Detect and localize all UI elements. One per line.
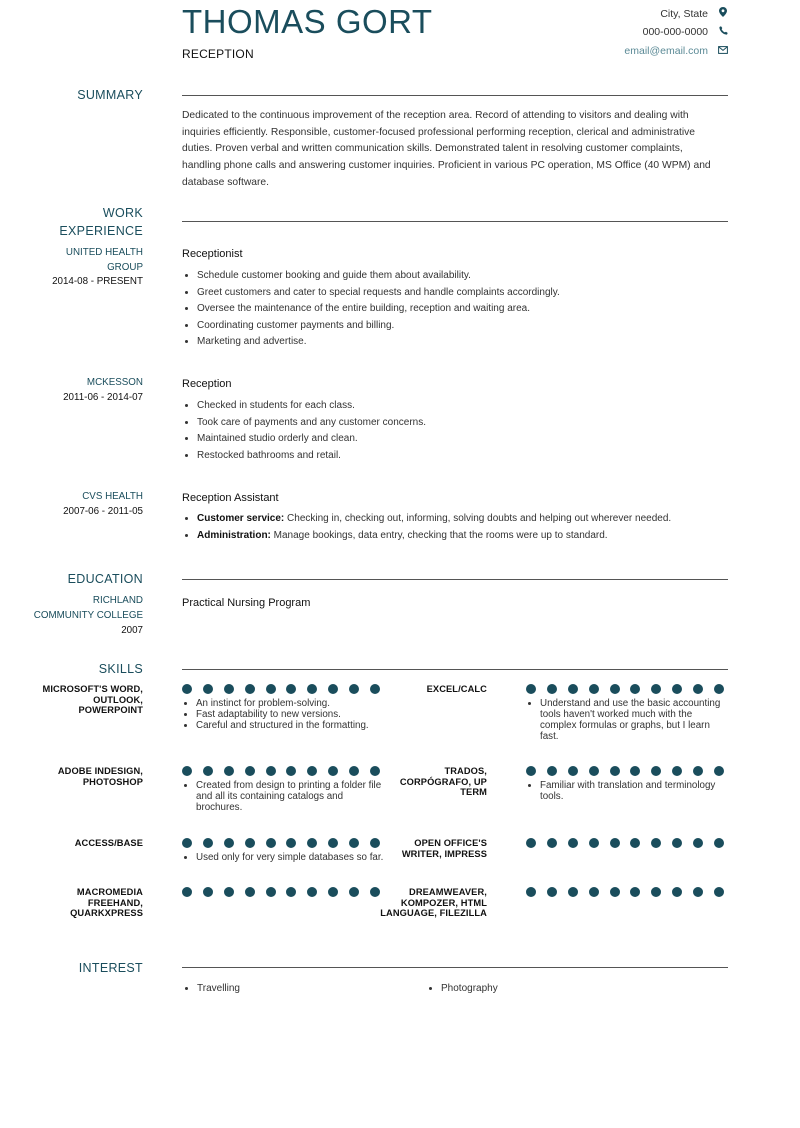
skill-1-rating <box>182 684 380 694</box>
skill-name-line: WRITER, IMPRESS <box>401 848 487 859</box>
rating-dot <box>672 887 682 897</box>
skill-name-line: FREEHAND, <box>87 897 143 908</box>
skill-name-line: ADOBE INDESIGN, <box>57 766 143 776</box>
skill-name-line: QUARKXPRESS <box>70 908 143 918</box>
rating-dot <box>266 887 276 897</box>
skill-2-name: EXCEL/CALC <box>426 684 487 694</box>
rating-dot <box>266 766 276 776</box>
skill-name-line: TERM <box>460 787 487 797</box>
skill-8-rating <box>526 887 724 897</box>
skill-name-line: TRADOS, <box>444 766 487 776</box>
job-3-company: CVS HEALTH <box>82 491 143 502</box>
list-item: • Greet customers and cater to special requests and handle complaints accordingly. <box>197 285 722 302</box>
school-line2: COMMUNITY COLLEGE <box>33 610 143 621</box>
skill-1-name <box>13 684 143 716</box>
list-item: • Checked in students for each class. <box>197 398 722 415</box>
job-1-company <box>23 245 143 275</box>
education-heading: EDUCATION <box>67 572 143 586</box>
phone-icon <box>718 26 728 38</box>
education-divider <box>182 579 728 580</box>
skill-name-line: CORPÓGRAFO, UP <box>399 776 487 787</box>
email-link[interactable]: email@email.com <box>624 45 708 57</box>
rating-dot <box>630 887 640 897</box>
rating-dot <box>610 766 620 776</box>
skill-name-line: OUTLOOK, <box>93 694 143 705</box>
job-2-duties <box>182 398 722 464</box>
list-item: • Photography <box>441 981 666 998</box>
rating-dot <box>714 887 724 897</box>
job-1-company-line2: GROUP <box>107 262 143 273</box>
rating-dot <box>286 766 296 776</box>
skill-name-line: OPEN OFFICE'S <box>414 838 487 848</box>
contact-location <box>660 7 728 20</box>
rating-dot <box>328 766 338 776</box>
education-school <box>23 593 143 623</box>
job-1-company-line1: UNITED HEALTH <box>65 247 143 258</box>
rating-dot <box>630 838 640 848</box>
education-program: Practical Nursing Program <box>182 597 311 609</box>
rating-dot <box>672 838 682 848</box>
rating-dot <box>589 766 599 776</box>
rating-dot <box>245 684 255 694</box>
rating-dot <box>651 684 661 694</box>
rating-dot <box>224 887 234 897</box>
duty-text: Checking in, checking out, informing, solving doubts and helping out wherever needed. <box>284 513 672 524</box>
rating-dot <box>568 766 578 776</box>
skill-5-rating <box>182 838 380 848</box>
skill-4-rating <box>526 766 724 776</box>
skill-5-notes <box>182 852 392 863</box>
interest-col-1 <box>182 981 422 998</box>
rating-dot <box>547 887 557 897</box>
rating-dot <box>714 684 724 694</box>
education-year: 2007 <box>121 625 143 636</box>
rating-dot <box>307 838 317 848</box>
rating-dot <box>203 684 213 694</box>
rating-dot <box>286 887 296 897</box>
rating-dot <box>307 684 317 694</box>
interest-divider <box>182 967 728 968</box>
rating-dot <box>182 766 192 776</box>
rating-dot <box>245 766 255 776</box>
skill-name-line: DREAMWEAVER, <box>409 887 487 897</box>
rating-dot <box>526 887 536 897</box>
skill-7-name <box>13 887 143 919</box>
rating-dot <box>714 838 724 848</box>
job-1-dates: 2014-08 - PRESENT <box>52 276 143 287</box>
summary-heading: SUMMARY <box>77 88 143 102</box>
list-item: • Coordinating customer payments and billing. <box>197 318 722 335</box>
list-item: • Took care of payments and any customer concerns. <box>197 415 722 432</box>
work-heading-line1: WORK <box>102 206 143 220</box>
skill-4-notes <box>526 780 726 802</box>
work-divider <box>182 221 728 222</box>
list-item: • Careful and structured in the formatting. <box>196 720 392 731</box>
contact-phone <box>643 26 728 38</box>
skill-3-rating <box>182 766 380 776</box>
duty-text: Manage bookings, data entry, checking that the rooms were up to standard. <box>270 529 608 541</box>
rating-dot <box>245 838 255 848</box>
rating-dot <box>328 838 338 848</box>
contact-email[interactable] <box>624 45 728 57</box>
phone-text: 000-000-0000 <box>642 26 708 38</box>
list-item: • Restocked bathrooms and retail. <box>197 448 722 465</box>
list-item: • Familiar with translation and terminology tools. <box>540 780 726 802</box>
rating-dot <box>328 684 338 694</box>
rating-dot <box>182 838 192 848</box>
rating-dot <box>568 684 578 694</box>
rating-dot <box>526 766 536 776</box>
skill-name-line: LANGUAGE, FILEZILLA <box>380 908 487 918</box>
duty-label: Administration: <box>197 529 271 541</box>
list-item: • Marketing and advertise. <box>197 334 722 351</box>
skill-2-rating <box>526 684 724 694</box>
rating-dot <box>182 684 192 694</box>
rating-dot <box>245 887 255 897</box>
rating-dot <box>182 887 192 897</box>
rating-dot <box>547 684 557 694</box>
rating-dot <box>693 838 703 848</box>
location-text: City, State <box>660 7 708 20</box>
rating-dot <box>286 684 296 694</box>
rating-dot <box>349 766 359 776</box>
list-item: • Travelling <box>197 981 422 998</box>
list-item: • An instinct for problem-solving. <box>196 698 392 709</box>
skill-name-line: PHOTOSHOP <box>82 776 143 787</box>
list-item: • Schedule customer booking and guide them about availability. <box>197 268 722 285</box>
rating-dot <box>526 684 536 694</box>
skill-6-name <box>367 838 487 859</box>
candidate-name: THOMAS GORT <box>182 3 433 40</box>
job-title: RECEPTION <box>182 47 254 61</box>
list-item: • Understand and use the basic accounting tools haven't worked much with the complex formulas or graphs, but I learn fast. <box>540 698 726 742</box>
list-item: • Used only for very simple databases so far. <box>196 852 392 863</box>
rating-dot <box>589 887 599 897</box>
rating-dot <box>672 766 682 776</box>
skill-3-name <box>13 766 143 787</box>
rating-dot <box>328 887 338 897</box>
rating-dot <box>224 684 234 694</box>
rating-dot <box>610 838 620 848</box>
list-item <box>197 511 727 528</box>
job-3-role: Reception Assistant <box>182 492 279 504</box>
rating-dot <box>651 838 661 848</box>
rating-dot <box>568 887 578 897</box>
job-1-duties <box>182 268 722 351</box>
summary-text: Dedicated to the continuous improvement of the reception area. Record of attending to visitors and dealing with inquiries efficiently. Responsible, customer-focused professional performing reception, clerical and administrative duties. Proven verbal and written communication skills. Demonstrated talent in resolving customer complaints, handling phone calls and answering customer inquiries. Proficient in various PC operation, MS Office (40 WPM) and database software. <box>182 110 711 188</box>
rating-dot <box>266 838 276 848</box>
skill-name-line: POWERPOINT <box>78 705 143 715</box>
rating-dot <box>651 766 661 776</box>
rating-dot <box>224 838 234 848</box>
interest-col-2 <box>426 981 666 998</box>
list-item: • Maintained studio orderly and clean. <box>197 431 722 448</box>
skill-name-line: MACROMEDIA <box>76 887 143 897</box>
rating-dot <box>610 887 620 897</box>
map-marker-icon <box>718 7 728 20</box>
interest-heading: INTEREST <box>78 961 143 975</box>
job-1-role: Receptionist <box>182 248 243 260</box>
rating-dot <box>307 887 317 897</box>
skill-name-line: KOMPOZER, HTML <box>400 897 487 908</box>
skill-5-name: ACCESS/BASE <box>74 838 143 848</box>
rating-dot <box>610 684 620 694</box>
rating-dot <box>224 766 234 776</box>
skills-heading: SKILLS <box>98 662 143 676</box>
list-item <box>197 528 727 545</box>
rating-dot <box>714 766 724 776</box>
rating-dot <box>651 887 661 897</box>
skill-3-notes <box>182 780 387 813</box>
skill-name-line: MICROSOFT'S WORD, <box>42 684 143 694</box>
rating-dot <box>547 838 557 848</box>
rating-dot <box>693 766 703 776</box>
school-line1: RICHLAND <box>92 595 143 606</box>
work-experience-heading <box>59 204 143 240</box>
rating-dot <box>526 838 536 848</box>
rating-dot <box>630 766 640 776</box>
summary-divider <box>182 95 728 96</box>
rating-dot <box>266 684 276 694</box>
rating-dot <box>568 838 578 848</box>
skill-4-name <box>367 766 487 798</box>
rating-dot <box>349 684 359 694</box>
rating-dot <box>672 684 682 694</box>
job-2-role: Reception <box>182 378 232 390</box>
duty-label: Customer service: <box>197 513 285 524</box>
rating-dot <box>630 684 640 694</box>
job-2-company: MCKESSON <box>86 377 143 388</box>
rating-dot <box>203 838 213 848</box>
rating-dot <box>307 766 317 776</box>
rating-dot <box>693 684 703 694</box>
skill-2-notes <box>526 698 726 742</box>
rating-dot <box>693 887 703 897</box>
rating-dot <box>286 838 296 848</box>
skill-1-notes <box>182 698 392 731</box>
list-item: • Oversee the maintenance of the entire building, reception and waiting area. <box>197 301 722 318</box>
skills-divider <box>182 669 728 670</box>
rating-dot <box>547 766 557 776</box>
envelope-icon <box>718 46 728 57</box>
skill-6-rating <box>526 838 724 848</box>
job-3-duties <box>182 511 727 544</box>
job-2-dates: 2011-06 - 2014-07 <box>63 392 143 403</box>
skill-8-name <box>357 887 487 919</box>
list-item: • Fast adaptability to new versions. <box>196 709 392 720</box>
skill-7-rating <box>182 887 380 897</box>
job-3-dates: 2007-06 - 2011-05 <box>63 506 143 517</box>
rating-dot <box>349 838 359 848</box>
rating-dot <box>203 887 213 897</box>
list-item: • Created from design to printing a folder file and all its containing catalogs and brochures. <box>196 780 387 813</box>
rating-dot <box>589 684 599 694</box>
work-heading-line2: EXPERIENCE <box>59 224 143 238</box>
rating-dot <box>589 838 599 848</box>
rating-dot <box>203 766 213 776</box>
